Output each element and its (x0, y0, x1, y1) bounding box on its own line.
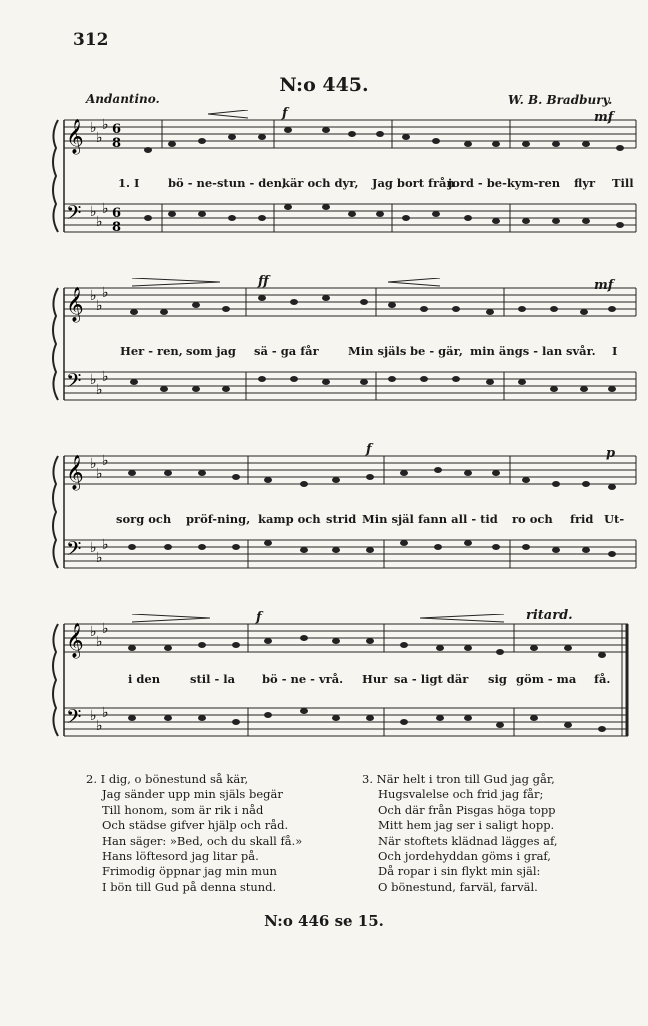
brace (53, 624, 58, 736)
verse-line: Jag sänder upp min själs begär (102, 787, 283, 802)
verse-line: Och städse gifver hjälp och råd. (102, 818, 289, 833)
lyric-syllable: pröf-ning, (186, 512, 251, 526)
dynamic-mf: mf (594, 110, 614, 125)
svg-text:♭: ♭ (90, 456, 97, 472)
dynamic-ff: ff (258, 274, 269, 289)
verse-2 (86, 772, 302, 895)
notes-treble (144, 127, 624, 153)
verse-line: Hugsvalelse och frid jag får; (378, 787, 544, 802)
lyric-syllable: jord - be-kym-ren (448, 176, 561, 190)
dynamic-f: f (282, 106, 288, 121)
bass-clef: 𝄢 (66, 537, 82, 565)
svg-text:♭: ♭ (96, 550, 103, 566)
bass-clef: 𝄢 (66, 369, 82, 397)
svg-text:♭: ♭ (102, 285, 109, 301)
lyric-syllable: sa - ligt där (394, 672, 469, 686)
brace (53, 456, 58, 568)
treble-clef: 𝄞 (66, 119, 84, 154)
lyric-syllable: flyr (574, 176, 596, 190)
svg-text:♭: ♭ (90, 120, 97, 136)
lyric-syllable: Hur (362, 672, 388, 686)
lyric-syllable: bö - ne-stun - den, (168, 176, 286, 190)
brace (53, 120, 58, 232)
svg-text:♭: ♭ (96, 718, 103, 734)
verse-line: Då ropar i sin flykt min själ: (378, 864, 541, 879)
verse-line: 3. När helt i tron till Gud jag går, (362, 772, 555, 786)
svg-text:♭: ♭ (96, 214, 103, 230)
final-barline (622, 624, 627, 736)
lyric-syllable: Min själ (362, 512, 414, 526)
svg-text:♭: ♭ (90, 540, 97, 556)
svg-text:6: 6 (112, 122, 122, 137)
lyric-syllable: stil - la (190, 672, 236, 686)
svg-text:♭: ♭ (96, 634, 103, 650)
svg-text:♭: ♭ (102, 369, 109, 385)
verse-line: När stoftets klädnad lägges af, (378, 833, 558, 848)
tempo-marking: Andantino. (86, 92, 160, 106)
verse-line: Till honom, som är rik i nåd (102, 802, 264, 817)
verse-line: Frimodig öppnar jag min mun (102, 864, 277, 879)
bass-clef: 𝄢 (66, 201, 82, 229)
lyric-syllable: sä - ga får (254, 344, 319, 358)
page-number: 312 (73, 30, 109, 50)
verse-number: 3. (362, 772, 373, 786)
composer-credit: W. B. Bradbury. (508, 93, 613, 107)
treble-clef: 𝄞 (66, 455, 84, 490)
dynamic-f: f (256, 610, 262, 625)
svg-text:♭: ♭ (90, 372, 97, 388)
svg-text:♭: ♭ (102, 201, 109, 217)
lyric-syllable: kamp och (258, 512, 321, 526)
lyric-syllable: som jag (186, 344, 236, 358)
lyric-syllable: min ängs - lan (470, 344, 563, 358)
lyric-syllable: göm - ma (516, 672, 577, 686)
lyric-syllable: fann all - tid (418, 512, 498, 526)
lyric-syllable: kär och dyr, (282, 176, 359, 190)
lyric-syllable: ro och (512, 512, 553, 526)
verse-line: Han säger: »Bed, och du skall få.» (102, 833, 303, 848)
verse-line: Och jordehyddan göms i graf, (378, 849, 551, 864)
bass-clef: 𝄢 (66, 705, 82, 733)
lyric-syllable: sig (488, 672, 507, 686)
svg-text:♭: ♭ (102, 453, 109, 469)
svg-text:♭: ♭ (96, 466, 103, 482)
next-hymn-reference: N:o 446 se 15. (264, 912, 384, 930)
verse-line: Och där från Pisgas höga topp (378, 802, 556, 817)
lyric-syllable: svår. (566, 344, 596, 358)
svg-text:8: 8 (112, 136, 122, 151)
lyric-syllable: frid (570, 512, 594, 526)
dynamic-mf: mf (594, 278, 614, 293)
lyric-syllable: få. (594, 672, 611, 686)
verse-line: Hans löftesord jag litar på. (102, 849, 259, 864)
verse-number: 2. (86, 772, 97, 786)
dynamic-f: f (366, 442, 372, 457)
lyric-syllable: Jag bort från (372, 176, 455, 190)
treble-clef: 𝄞 (66, 623, 84, 658)
notes-bass (130, 376, 616, 392)
verse-line: I bön till Gud på denna stund. (102, 879, 277, 894)
verse-line: 2. I dig, o bönestund så kär, (86, 772, 249, 786)
svg-text:♭: ♭ (96, 382, 103, 398)
lyric-syllable: strid (326, 512, 357, 526)
svg-text:♭: ♭ (102, 705, 109, 721)
dynamic-p: p (606, 446, 616, 461)
lyric-syllable: Min själs (348, 344, 407, 358)
svg-text:♭: ♭ (102, 117, 109, 133)
lyric-syllable: Ut- (604, 512, 625, 526)
verse-line: O bönestund, farväl, farväl. (378, 879, 538, 894)
ritard-marking: ritard. (526, 608, 573, 623)
svg-text:♭: ♭ (102, 621, 109, 637)
notes-treble (130, 295, 616, 315)
lyric-syllable: 1. I (118, 176, 140, 190)
svg-text:♭: ♭ (90, 204, 97, 220)
treble-clef: 𝄞 (66, 287, 84, 322)
svg-text:6: 6 (112, 206, 122, 221)
notes-bass (128, 708, 606, 732)
svg-text:♭: ♭ (102, 537, 109, 553)
svg-text:♭: ♭ (96, 298, 103, 314)
brace (53, 288, 58, 400)
svg-text:♭: ♭ (90, 624, 97, 640)
svg-text:♭: ♭ (90, 288, 97, 304)
lyric-syllable: bö - ne - vrå. (262, 672, 344, 686)
lyric-syllable: i den (128, 672, 161, 686)
lyric-syllable: be - gär, (410, 344, 463, 358)
svg-text:♭: ♭ (96, 130, 103, 146)
lyric-syllable: Till (612, 176, 634, 190)
verse-line: Mitt hem jag ser i saligt hopp. (378, 818, 555, 833)
lyric-syllable: Her - ren, (120, 344, 183, 358)
verse-3 (362, 772, 558, 895)
notes-bass (144, 204, 624, 228)
svg-text:8: 8 (112, 220, 122, 235)
svg-text:♭: ♭ (90, 708, 97, 724)
hymn-title: N:o 445. (279, 74, 369, 96)
lyric-syllable: sorg och (116, 512, 172, 526)
lyric-syllable: I (612, 344, 618, 358)
